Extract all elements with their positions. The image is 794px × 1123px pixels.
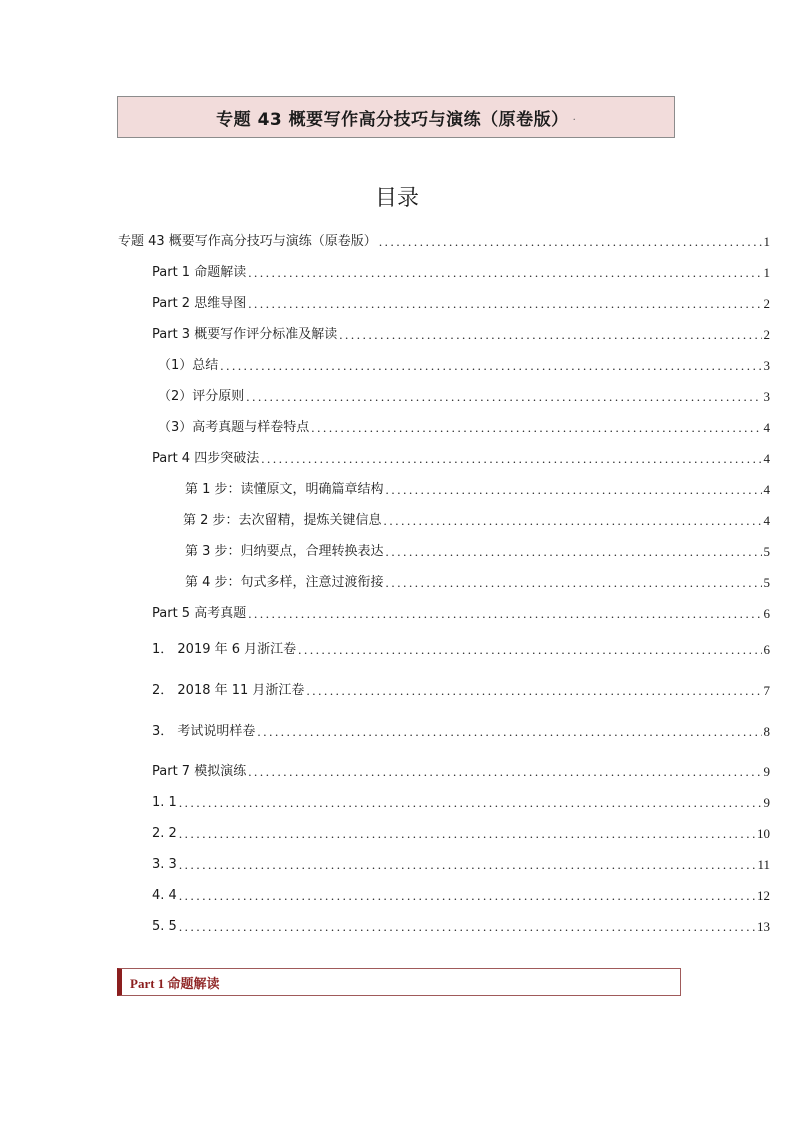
toc-entry-label: 1． 2019 年 6 月浙江卷 <box>152 642 297 657</box>
toc-entry-label: （3）高考真题与样卷特点 <box>158 420 310 435</box>
title-trailing-mark: . <box>572 111 576 123</box>
toc-entry-page-number: 13 <box>757 919 770 934</box>
toc-entry-label: （1）总结 <box>158 358 219 373</box>
toc-entry[interactable] <box>152 886 770 904</box>
toc-dot-leader <box>311 420 761 436</box>
toc-entry-page-number: 12 <box>757 888 770 903</box>
toc-entry-label: 5. 5 <box>152 919 177 934</box>
toc-entry-page-number: 9 <box>763 795 770 810</box>
toc-entry-label: 2. 2 <box>152 826 177 841</box>
toc-heading: 目录 <box>374 186 419 211</box>
section-header-title: Part 1 命题解读 <box>130 975 220 991</box>
toc-entry-page-number: 8 <box>763 724 770 739</box>
toc-dot-leader <box>261 451 761 467</box>
toc-entry[interactable] <box>152 294 770 312</box>
toc-entry[interactable] <box>185 573 770 591</box>
section-header-box <box>117 968 681 996</box>
toc-dot-leader <box>248 606 761 622</box>
toc-entry[interactable] <box>152 449 770 467</box>
toc-entry-label: 专题 43 概要写作高分技巧与演练（原卷版） <box>118 234 377 249</box>
toc-dot-leader <box>248 265 761 281</box>
toc-entry-page-number: 4 <box>763 513 770 528</box>
toc-entry-label: Part 7 模拟演练 <box>152 764 247 779</box>
toc-entry-page-number: 2 <box>763 327 770 342</box>
toc-entry-label: 3. 3 <box>152 857 177 872</box>
toc-entry-label: 第 3 步：归纳要点，合理转换表达 <box>185 544 384 559</box>
toc-entry-page-number: 4 <box>763 420 770 435</box>
toc-dot-leader <box>248 296 761 312</box>
toc-entry-label: Part 3 概要写作评分标准及解读 <box>152 327 338 342</box>
toc-entry[interactable] <box>152 855 770 873</box>
toc-entry[interactable] <box>152 604 770 622</box>
toc-dot-leader <box>179 857 756 873</box>
toc-entry[interactable] <box>152 762 770 780</box>
toc-entry[interactable] <box>152 793 770 811</box>
toc-dot-leader <box>257 724 761 740</box>
toc-entry-label: （2）评分原则 <box>158 389 245 404</box>
document-title: 专题 43 概要写作高分技巧与演练（原卷版） <box>216 109 569 130</box>
toc-dot-leader <box>179 826 755 842</box>
toc-dot-leader <box>246 389 761 405</box>
toc-dot-leader <box>386 575 762 591</box>
toc-entry[interactable] <box>152 722 770 740</box>
toc-dot-leader <box>306 683 761 699</box>
toc-entry[interactable] <box>152 824 770 842</box>
toc-dot-leader <box>220 358 761 374</box>
toc-entry[interactable] <box>183 511 770 529</box>
document-title-box <box>117 96 675 138</box>
toc-entry-page-number: 2 <box>763 296 770 311</box>
toc-dot-leader <box>384 513 762 529</box>
toc-entry[interactable] <box>152 263 770 281</box>
toc-dot-leader <box>386 482 762 498</box>
toc-entry[interactable] <box>185 542 770 560</box>
toc-entry-page-number: 3 <box>763 358 770 373</box>
toc-entry[interactable] <box>152 681 770 699</box>
toc-entry-label: Part 5 高考真题 <box>152 606 247 621</box>
toc-entry[interactable] <box>152 325 770 343</box>
toc-dot-leader <box>339 327 761 343</box>
toc-entry-label: Part 1 命题解读 <box>152 265 247 280</box>
toc-entry-page-number: 6 <box>763 606 770 621</box>
toc-entry[interactable] <box>152 640 770 658</box>
toc-entry-label: Part 4 四步突破法 <box>152 451 260 466</box>
toc-dot-leader <box>248 764 761 780</box>
toc-entry-label: 第 2 步：去次留精，提炼关键信息 <box>183 513 382 528</box>
toc-dot-leader <box>298 642 761 658</box>
toc-entry-page-number: 4 <box>763 482 770 497</box>
toc-entry[interactable] <box>158 418 770 436</box>
toc-entry-label: 4. 4 <box>152 888 177 903</box>
toc-entry-label: 第 4 步：句式多样，注意过渡衔接 <box>185 575 384 590</box>
toc-entry-label: Part 2 思维导图 <box>152 296 247 311</box>
toc-entry-label: 1. 1 <box>152 795 177 810</box>
toc-entry-page-number: 3 <box>763 389 770 404</box>
toc-dot-leader <box>386 544 762 560</box>
toc-entry-page-number: 1 <box>763 265 770 280</box>
toc-entry[interactable] <box>158 387 770 405</box>
toc-entry-page-number: 9 <box>763 764 770 779</box>
toc-dot-leader <box>179 888 755 904</box>
toc-entry[interactable] <box>158 356 770 374</box>
toc-dot-leader <box>179 795 762 811</box>
toc-entry-page-number: 11 <box>757 857 770 872</box>
toc-entry[interactable] <box>118 232 770 250</box>
toc-dot-leader <box>179 919 755 935</box>
toc-entry-label: 第 1 步：读懂原文，明确篇章结构 <box>185 482 384 497</box>
toc-entry-label: 2． 2018 年 11 月浙江卷 <box>152 683 305 698</box>
toc-entry-label: 3． 考试说明样卷 <box>152 724 256 739</box>
toc-entry-page-number: 6 <box>763 642 770 657</box>
toc-dot-leader <box>379 234 762 250</box>
toc-entry-page-number: 4 <box>763 451 770 466</box>
toc-entry-page-number: 1 <box>763 234 770 249</box>
toc-entry-page-number: 5 <box>763 544 770 559</box>
toc-entry[interactable] <box>185 480 770 498</box>
toc-entry-page-number: 10 <box>757 826 770 841</box>
toc-entry-page-number: 5 <box>763 575 770 590</box>
toc-entry-page-number: 7 <box>763 683 770 698</box>
toc-entry[interactable] <box>152 917 770 935</box>
